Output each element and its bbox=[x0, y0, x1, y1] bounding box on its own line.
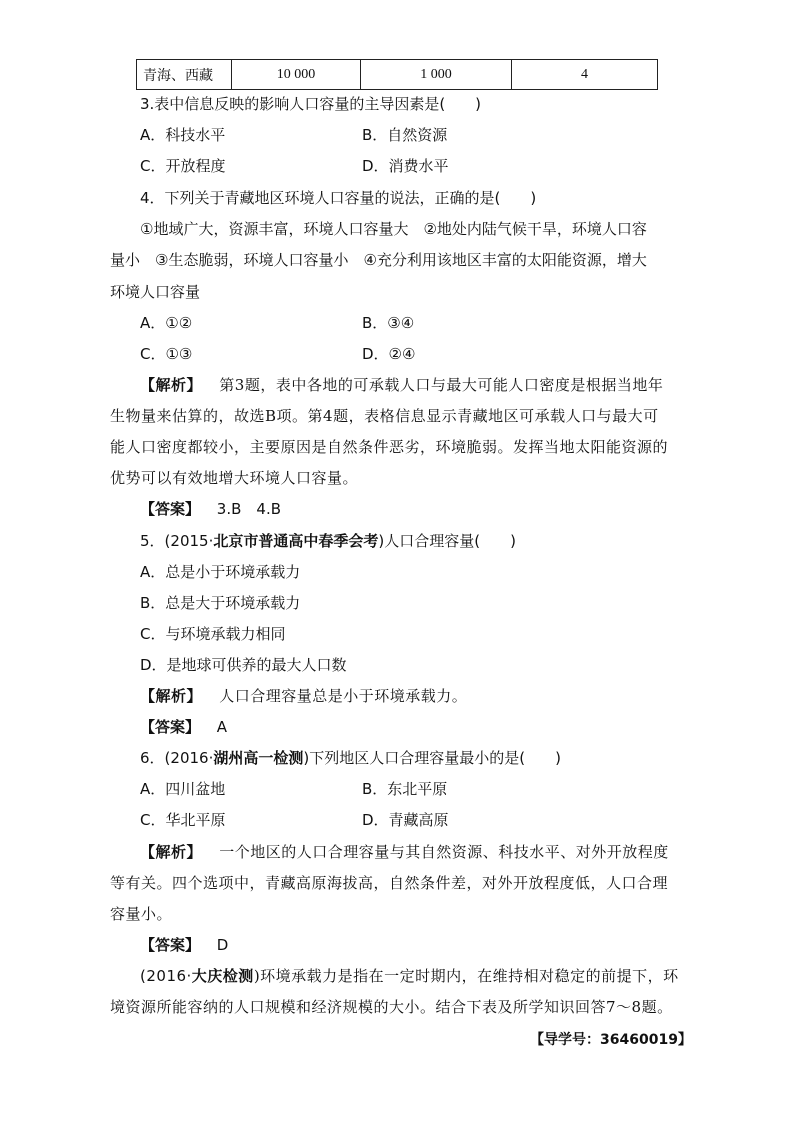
question-text: )人口合理容量( ) bbox=[378, 532, 516, 550]
answer-text: A bbox=[216, 718, 228, 736]
option-b: B．东北平原 bbox=[362, 780, 448, 798]
intro-prefix: (2016· bbox=[140, 967, 192, 985]
analysis-text: 人口合理容量总是小于环境承载力。 bbox=[219, 687, 468, 705]
question-4-statement: ①地域广大，资源丰富，环境人口容量大 ②地处内陆气候干旱，环境人口容 bbox=[140, 220, 647, 238]
option-c: C．开放程度 bbox=[140, 157, 226, 175]
analysis-text: 等有关。四个选项中，青藏高原海拔高，自然条件差，对外开放程度低，人口合理 bbox=[110, 874, 669, 892]
option-b: B．自然资源 bbox=[362, 126, 448, 144]
question-6-stem bbox=[140, 748, 720, 768]
answer-block bbox=[140, 935, 720, 955]
option-c: C．与环境承载力相同 bbox=[140, 625, 286, 643]
option-d: D．②④ bbox=[362, 345, 416, 363]
region-cell: 青海、西藏 bbox=[137, 60, 232, 90]
option-b: B．③④ bbox=[362, 314, 415, 332]
analysis-block bbox=[140, 842, 720, 862]
answer-tag: 【答案】 bbox=[140, 718, 201, 736]
intro-text: 境资源所能容纳的人口规模和经济规模的大小。结合下表及所学知识回答7～8题。 bbox=[110, 998, 673, 1016]
question-prefix: 5．(2015· bbox=[140, 532, 214, 550]
analysis-tag: 【解析】 bbox=[140, 687, 203, 705]
question-source: 北京市普通高中春季会考 bbox=[213, 532, 379, 550]
intro-7-8 bbox=[140, 966, 720, 986]
question-4-stem: 4．下列关于青藏地区环境人口容量的说法，正确的是( ) bbox=[140, 189, 537, 207]
analysis-tag: 【解析】 bbox=[140, 843, 203, 861]
option-a: A．四川盆地 bbox=[140, 780, 226, 798]
question-4-statement: 量小 ③生态脆弱，环境人口容量小 ④充分利用该地区丰富的太阳能资源，增大 bbox=[110, 251, 647, 269]
answer-text: D bbox=[216, 936, 229, 954]
data-table bbox=[136, 59, 658, 90]
analysis-block bbox=[140, 375, 720, 395]
analysis-text: 能人口密度都较小，主要原因是自然条件恶劣，环境脆弱。发挥当地太阳能资源的 bbox=[110, 438, 669, 456]
question-3-stem: 3.表中信息反映的影响人口容量的主导因素是( ) bbox=[140, 95, 482, 113]
analysis-text: 容量小。 bbox=[110, 905, 173, 923]
option-c: C．①③ bbox=[140, 345, 193, 363]
option-a: A．①② bbox=[140, 314, 193, 332]
option-a: A．总是小于环境承载力 bbox=[140, 563, 301, 581]
analysis-text: 优势可以有效地增大环境人口容量。 bbox=[110, 469, 359, 487]
question-text: )下列地区人口合理容量最小的是( ) bbox=[303, 749, 561, 767]
analysis-text: 生物量来估算的，故选B项。第4题，表格信息显示青藏地区可承载人口与最大可 bbox=[110, 407, 659, 425]
guide-number: 【导学号：36460019】 bbox=[530, 1032, 692, 1048]
table-row bbox=[137, 60, 658, 90]
option-d: D．是地球可供养的最大人口数 bbox=[140, 656, 347, 674]
analysis-text: 第3题，表中各地的可承载人口与最大可能人口密度是根据当地年 bbox=[219, 376, 664, 394]
option-d: D．消费水平 bbox=[362, 157, 449, 175]
answer-tag: 【答案】 bbox=[140, 500, 201, 518]
option-c: C．华北平原 bbox=[140, 811, 226, 829]
analysis-text: 一个地区的人口合理容量与其自然资源、科技水平、对外开放程度 bbox=[219, 843, 669, 861]
question-5-stem bbox=[140, 531, 720, 551]
intro-source: 大庆检测 bbox=[191, 967, 254, 985]
analysis-tag: 【解析】 bbox=[140, 376, 203, 394]
value-cell: 10 000 bbox=[232, 60, 361, 90]
answer-text: 3.B 4.B bbox=[216, 500, 282, 518]
answer-block bbox=[140, 717, 720, 737]
option-d: D．青藏高原 bbox=[362, 811, 449, 829]
value-cell: 1 000 bbox=[361, 60, 512, 90]
value-cell: 4 bbox=[512, 60, 658, 90]
analysis-block bbox=[140, 686, 720, 706]
answer-block bbox=[140, 499, 720, 519]
option-b: B．总是大于环境承载力 bbox=[140, 594, 301, 612]
question-prefix: 6．(2016· bbox=[140, 749, 214, 767]
intro-text: )环境承载力是指在一定时期内，在维持相对稳定的前提下，环 bbox=[253, 967, 679, 985]
answer-tag: 【答案】 bbox=[140, 936, 201, 954]
option-a: A．科技水平 bbox=[140, 126, 226, 144]
question-source: 湖州高一检测 bbox=[213, 749, 304, 767]
question-4-statement: 环境人口容量 bbox=[110, 283, 201, 301]
